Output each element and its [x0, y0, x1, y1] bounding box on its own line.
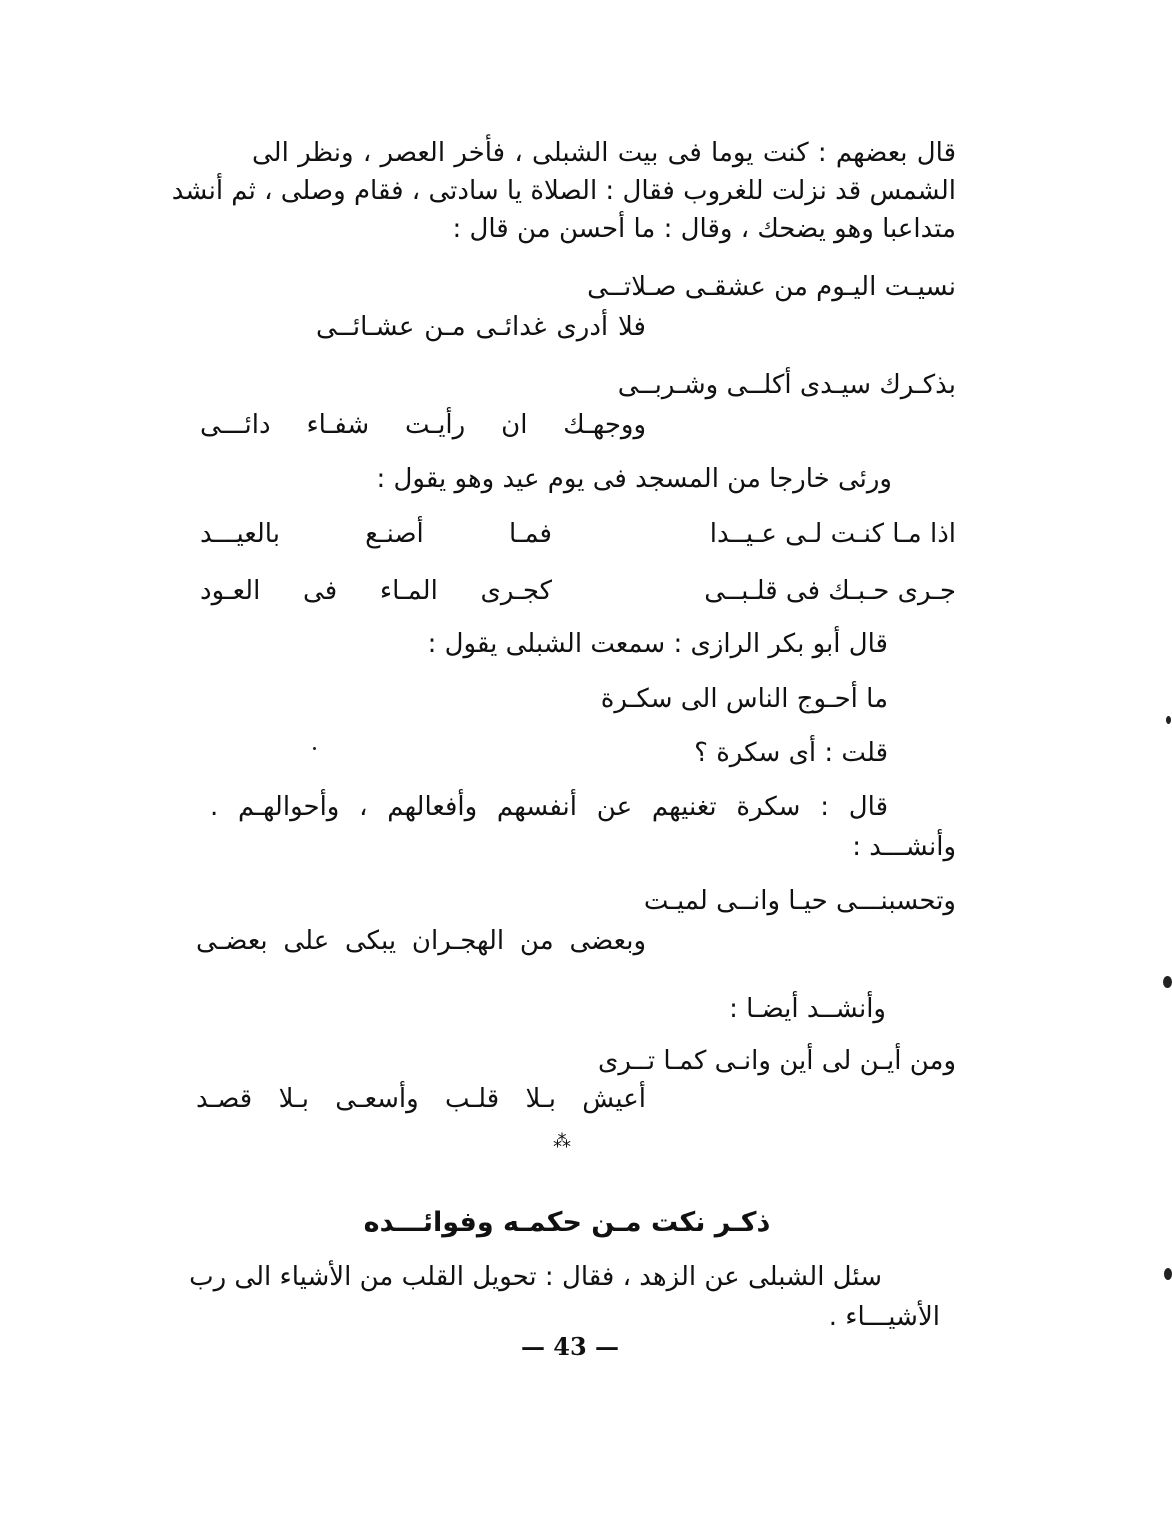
paragraph-line: قال بعضهم : كنت يوما فى بيت الشبلى ، فأخر العصر ، ونظر الى [252, 138, 956, 168]
poem-line: ومن أيـن لى أين وانـى كمـا تــرى [598, 1046, 956, 1076]
poem-line: وتحسبنـــى حيـا وانــى لميـت [643, 886, 956, 916]
verse-hemistich: فمـا أصنـع بالعيـــد [200, 519, 552, 549]
page-number: — 43 — [520, 1332, 620, 1361]
poem-line: بذكـرك سيـدى أكلــى وشـربــى [617, 370, 956, 400]
paragraph-line: الشمس قد نزلت للغروب فقال : الصلاة يا سادتى ، فقام وصلى ، ثم أنشد [171, 176, 956, 206]
verse-hemistich: كجـرى المـاء فى العـود [200, 576, 552, 606]
verse-hemistich: جـرى حـبـك فى قلـبــى [704, 576, 956, 606]
paragraph-line: متداعبا وهو يضحك ، وقال : ما أحسن من قال : [452, 214, 956, 244]
poem-line: نسيـت اليـوم من عشقـى صـلاتــى [587, 272, 956, 302]
poem-line: ووجهـك ان رأيـت شفـاء دائـــى [200, 410, 646, 440]
scan-speck [1163, 976, 1172, 988]
narration-line: وأنشـــد : [852, 832, 956, 862]
paragraph-line: الأشيـــاء . [828, 1302, 940, 1332]
narration-line: قال : سكرة تغنيهم عن أنفسهم وأفعالهم ، وأحوالهـم . [210, 792, 888, 822]
poem-line: أعيش بـلا قلـب وأسعـى بـلا قصـد [196, 1084, 646, 1114]
poem-line: فلا أدرى غدائـى مـن عشـائــى [316, 312, 646, 342]
narration-line: قال أبو بكر الرازى : سمعت الشبلى يقول : [427, 629, 888, 659]
section-heading: ذكـر نكت مـن حكمـه وفوائـــده [363, 1207, 771, 1238]
narration-line: وأنشــد أيضـا : [729, 994, 886, 1024]
narration-line: ورئى خارجا من المسجد فى يوم عيد وهو يقول : [376, 464, 892, 494]
scan-speck [1166, 716, 1171, 724]
section-divider: ⁂ [553, 1131, 571, 1152]
scan-speck [1164, 1268, 1172, 1280]
narration-line: ما أحـوج الناس الى سكـرة [600, 684, 888, 714]
verse-hemistich: اذا مـا كنـت لـى عـيــدا [709, 519, 956, 549]
paragraph-line: سئل الشبلى عن الزهد ، فقال : تحويل القلب من الأشياء الى رب [189, 1262, 882, 1292]
poem-line: وبعضى من الهجـران يبكى على بعضـى [196, 926, 646, 956]
narration-line: قلت : أى سكرة ؟ [694, 738, 888, 768]
scan-speck [313, 747, 316, 750]
